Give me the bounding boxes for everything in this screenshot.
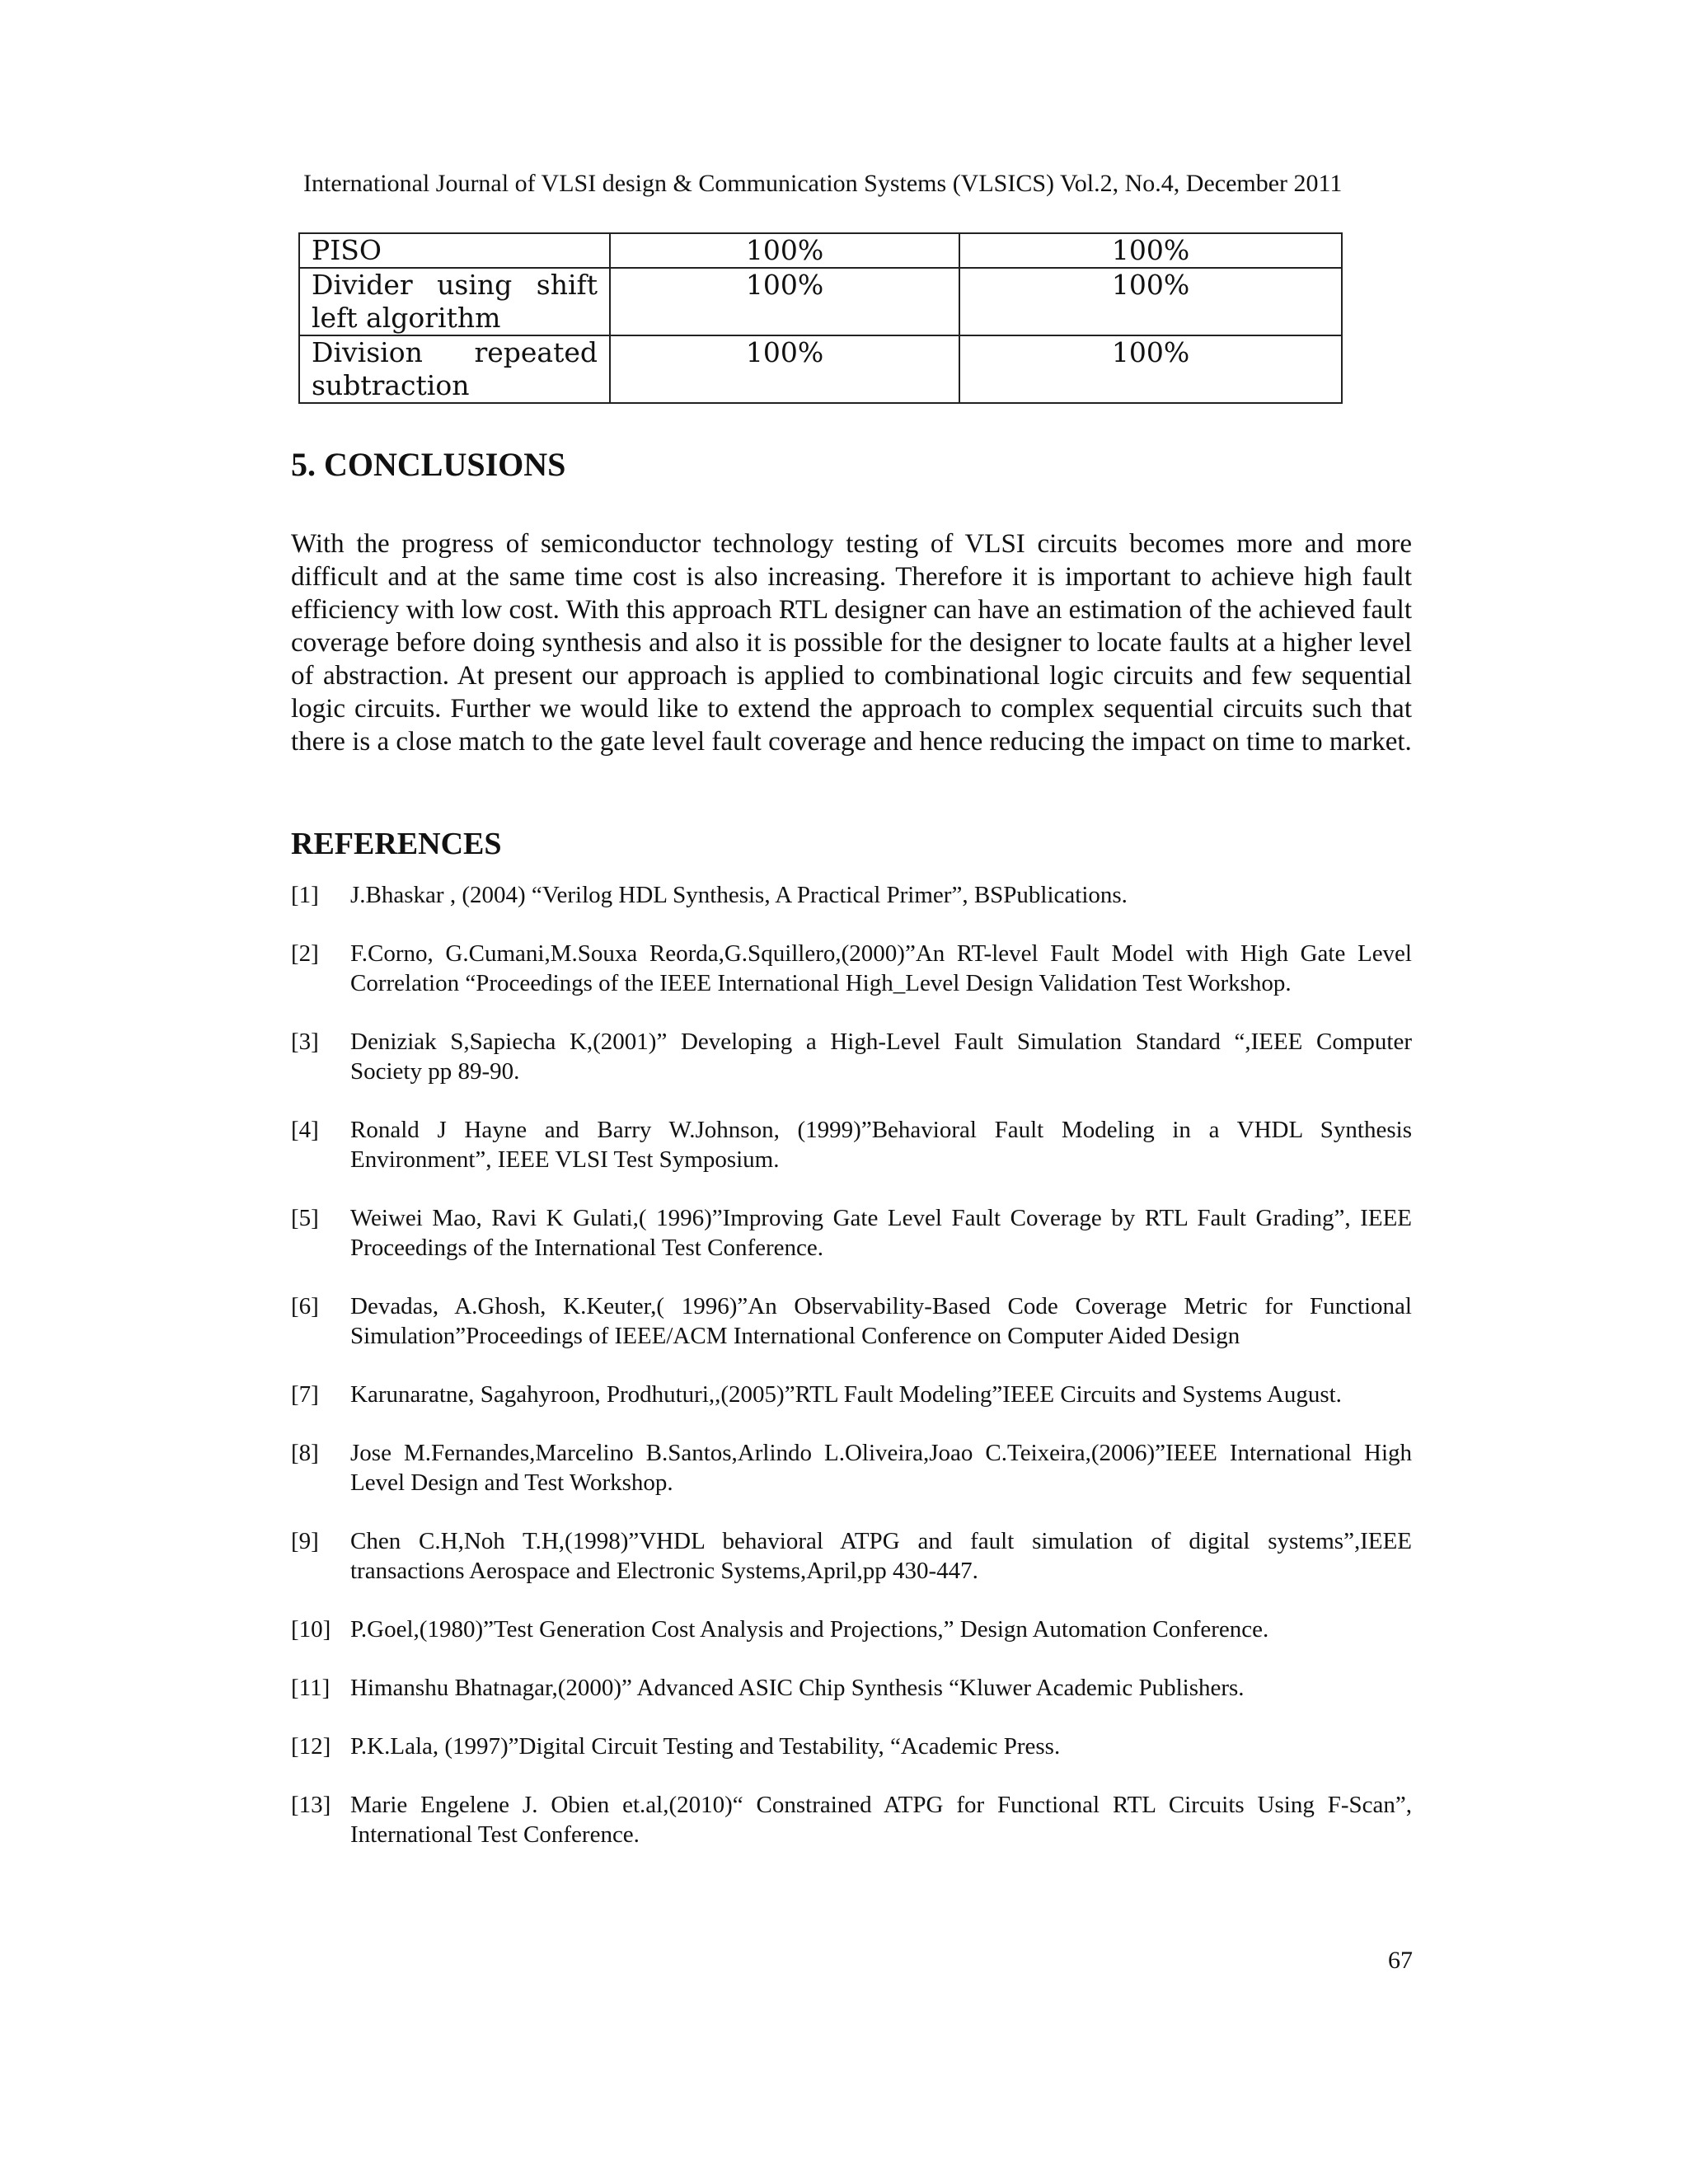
references-heading [291, 826, 502, 862]
table-cell-coverage-1: 100% [610, 233, 959, 268]
reference-text: F.Corno, G.Cumani,M.Souxa Reorda,G.Squillero,(2000)”An RT-level Fault Model with High Gate Level Correlation “Proceedings of the IEEE International High_Level Design Validation Test Workshop. [350, 940, 1412, 996]
reference-text: Chen C.H,Noh T.H,(1998)”VHDL behavioral ATPG and fault simulation of digital systems”,IEEE transactions Aerospace and Electronic Systems,April,pp 430-447. [350, 1528, 1412, 1584]
conclusions-heading-initial: C [324, 446, 348, 483]
reference-text: P.K.Lala, (1997)”Digital Circuit Testing and Testability, “Academic Press. [350, 1733, 1061, 1760]
page-number: 67 [1388, 1947, 1413, 1974]
reference-text: Himanshu Bhatnagar,(2000)” Advanced ASIC Chip Synthesis “Kluwer Academic Publishers. [350, 1675, 1245, 1701]
reference-number: [2] [291, 940, 319, 967]
table-row [299, 268, 1342, 335]
table-cell-circuit: Divider using shift left algorithm [299, 268, 610, 335]
conclusions-paragraph: With the progress of semiconductor technology testing of VLSI circuits becomes more and more difficult and at the same time cost is also increasing. Therefore it is important to achieve high fault efficiency with low cost. With this approach RTL designer can have an estimation of the achieved fault coverage before doing synthesis and also it is possible for the designer to locate faults at a higher level of abstraction. At present our approach is applied to combinational logic circuits and few sequential logic circuits. Further we would like to extend the approach to complex sequential circuits such that there is a close match to the gate level fault coverage and hence reducing the impact on time to market. [291, 529, 1412, 757]
reference-item [291, 939, 1412, 998]
conclusions-heading-number: 5. [291, 446, 324, 483]
table-cell-circuit: PISO [299, 233, 610, 268]
reference-text: Jose M.Fernandes,Marcelino B.Santos,Arlindo L.Oliveira,Joao C.Teixeira,(2006)”IEEE International High Level Design and Test Workshop. [350, 1440, 1412, 1496]
reference-text: Weiwei Mao, Ravi K Gulati,( 1996)”Improving Gate Level Fault Coverage by RTL Fault Grading”, IEEE Proceedings of the International Test Conference. [350, 1205, 1412, 1261]
conclusions-heading-rest: ONCLUSIONS [347, 446, 566, 483]
reference-item [291, 880, 1412, 910]
references-heading-rest: EFERENCES [313, 827, 502, 861]
references-heading-initial: R [291, 827, 314, 861]
reference-number: [6] [291, 1293, 319, 1319]
reference-text: J.Bhaskar , (2004) “Verilog HDL Synthesis, A Practical Primer”, BSPublications. [350, 882, 1128, 908]
table-cell-coverage-1: 100% [610, 335, 959, 403]
reference-item [291, 1790, 1412, 1849]
reference-number: [8] [291, 1440, 319, 1466]
reference-item [291, 1027, 1412, 1086]
reference-item [291, 1115, 1412, 1174]
reference-item [291, 1291, 1412, 1351]
reference-item [291, 1673, 1412, 1703]
table-cell-coverage-1: 100% [610, 268, 959, 335]
reference-item [291, 1732, 1412, 1761]
running-header: International Journal of VLSI design & Communication Systems (VLSICS) Vol.2, No.4, December 2011 [303, 170, 1343, 197]
reference-text: P.Goel,(1980)”Test Generation Cost Analysis and Projections,” Design Automation Conference. [350, 1616, 1269, 1643]
reference-item [291, 1526, 1412, 1586]
reference-text: Devadas, A.Ghosh, K.Keuter,( 1996)”An Observability-Based Code Coverage Metric for Functional Simulation”Proceedings of IEEE/ACM International Conference on Computer Aided Design [350, 1293, 1412, 1349]
reference-item [291, 1615, 1412, 1644]
reference-text: Karunaratne, Sagahyroon, Prodhuturi,,(2005)”RTL Fault Modeling”IEEE Circuits and Systems August. [350, 1381, 1342, 1408]
reference-number: [10] [291, 1616, 331, 1643]
results-table [298, 232, 1343, 404]
conclusions-heading [291, 445, 565, 484]
reference-number: [4] [291, 1117, 319, 1143]
reference-number: [3] [291, 1029, 319, 1055]
reference-item [291, 1203, 1412, 1263]
table-row [299, 335, 1342, 403]
table-cell-coverage-2: 100% [959, 335, 1342, 403]
table-row [299, 233, 1342, 268]
reference-number: [7] [291, 1381, 319, 1408]
reference-number: [1] [291, 882, 319, 908]
reference-number: [9] [291, 1528, 319, 1554]
reference-number: [5] [291, 1205, 319, 1231]
reference-number: [11] [291, 1675, 331, 1701]
reference-text: Marie Engelene J. Obien et.al,(2010)“ Constrained ATPG for Functional RTL Circuits Using F-Scan”, International Test Conference. [350, 1792, 1412, 1848]
reference-item [291, 1380, 1412, 1409]
table-cell-circuit: Division repeated subtraction [299, 335, 610, 403]
reference-text: Deniziak S,Sapiecha K,(2001)” Developing a High-Level Fault Simulation Standard “,IEEE Computer Society pp 89-90. [350, 1029, 1412, 1085]
reference-text: Ronald J Hayne and Barry W.Johnson, (1999)”Behavioral Fault Modeling in a VHDL Synthesis Environment”, IEEE VLSI Test Symposium. [350, 1117, 1412, 1173]
reference-list [291, 880, 1412, 1878]
reference-number: [12] [291, 1733, 331, 1760]
reference-number: [13] [291, 1792, 331, 1818]
table-cell-coverage-2: 100% [959, 233, 1342, 268]
reference-item [291, 1438, 1412, 1497]
table-cell-coverage-2: 100% [959, 268, 1342, 335]
